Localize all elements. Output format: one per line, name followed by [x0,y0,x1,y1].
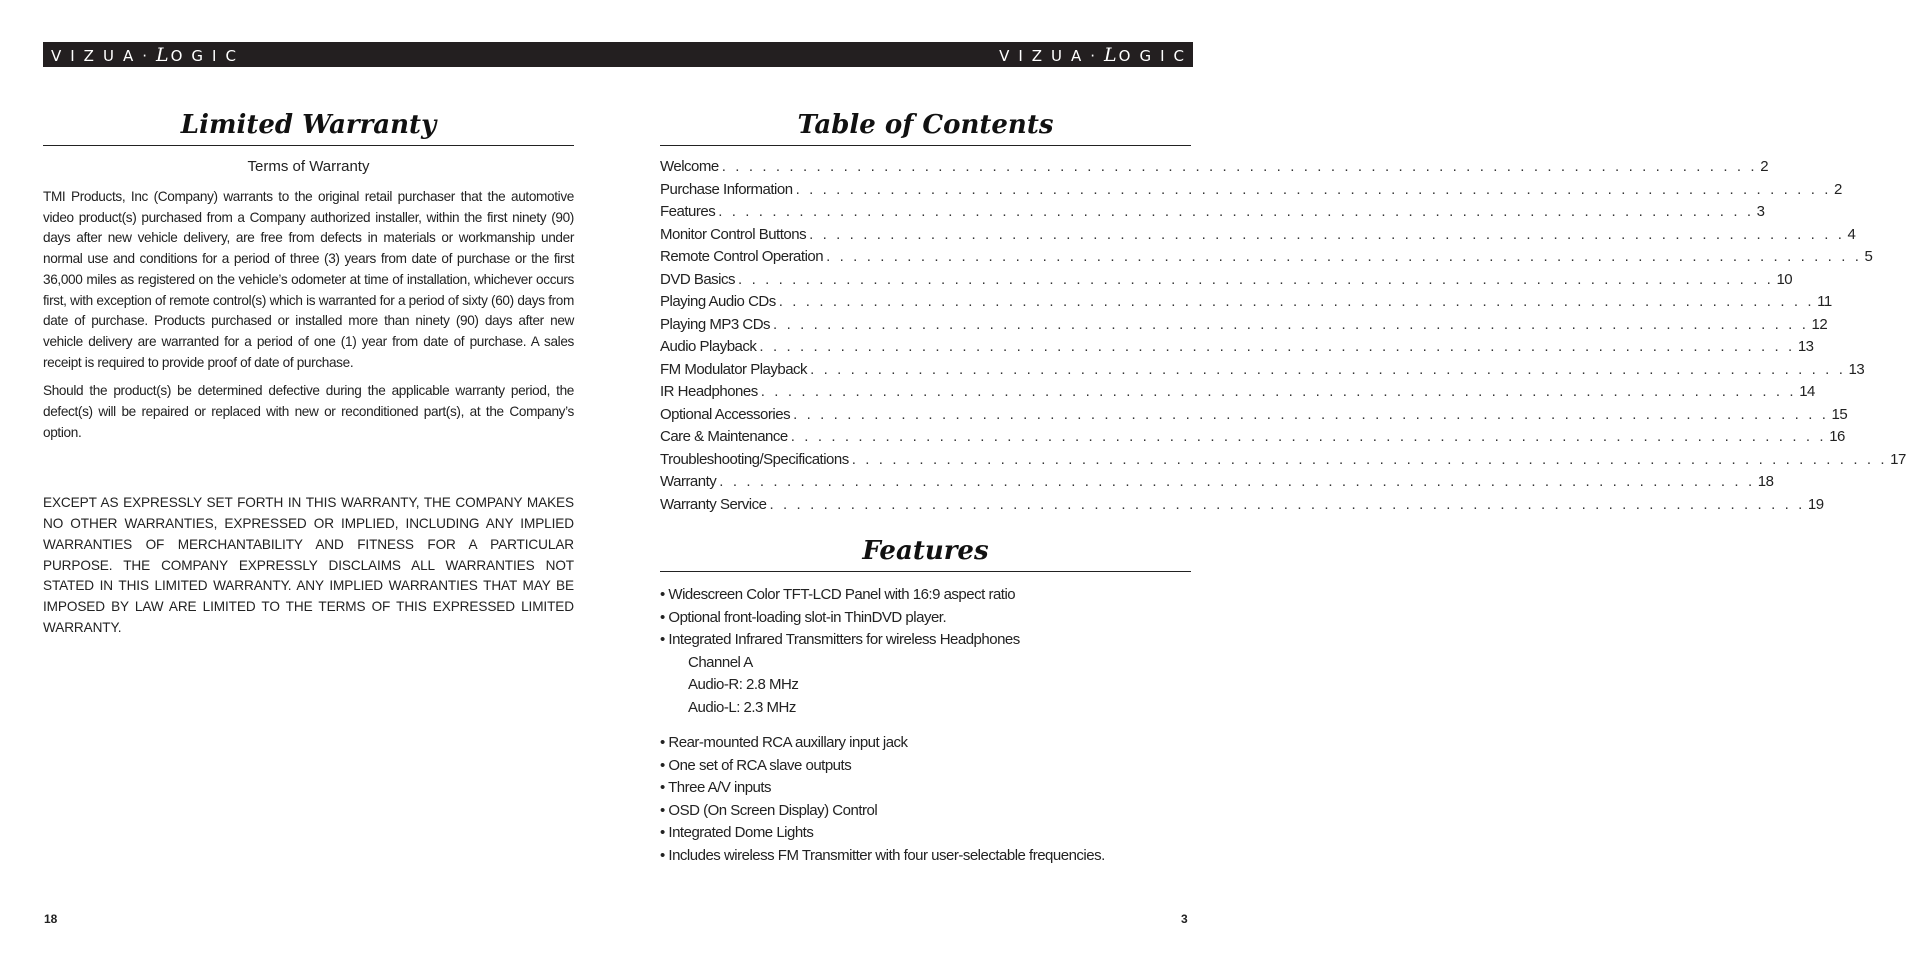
right-page [660,106,1906,867]
toc-leader-dots: . . . . . . . . . . . . . . . . . . . . . . . . . . . . . . . . . . . . . . . . . . . . . . . . . . . . . . . . . . . . . . . . . . . . . . . . . . . . . [759,338,1795,355]
toc-entry-label: Optional Accessories [660,405,791,423]
toc-leader-dots: . . . . . . . . . . . . . . . . . . . . . . . . . . . . . . . . . . . . . . . . . . . . . . . . . . . . . . . . . . . . . . . . . . . . . . . . . . . . . [790,428,1827,445]
toc-entry-page: 5 [1864,248,1873,265]
toc-entry [660,495,1824,519]
toc-entry-label: Audio Playback [660,338,757,355]
left-page [43,106,574,646]
toc-entry [660,203,1765,226]
toc-leader-dots: . . . . . . . . . . . . . . . . . . . . . . . . . . . . . . . . . . . . . . . . . . . . . . . . . . . . . . . . . . . . . . . . . . . . . . . . . . . . . [810,360,1846,378]
toc-entry-label: Playing MP3 CDs [660,315,771,333]
toc-entry-page: 13 [1797,338,1814,355]
toc-entry-label: Warranty Service [660,495,767,513]
toc-entry [660,180,1842,204]
features-title: Features [862,536,989,566]
toc-entry-label: Features [660,203,716,220]
toc-entry [660,225,1856,249]
toc-entry-page: 2 [1834,180,1842,198]
toc-entry-page: 16 [1829,428,1845,445]
toc-entry [660,360,1865,384]
toc-entry [660,270,1793,294]
toc-entry-label: Welcome [660,158,719,175]
toc-entry [660,315,1828,339]
toc-entry [660,248,1873,271]
toc-entry [660,405,1848,429]
brand-logo-dot: · [1090,47,1105,65]
toc-title: Table of Contents [797,110,1054,140]
feature-item: • OSD (On Screen Display) Control [660,801,878,819]
warranty-title: Limited Warranty [180,110,437,140]
feature-subitem: Audio-L: 2.3 MHz [688,698,796,716]
brand-logo-l: L [155,44,171,66]
feature-item: • Includes wireless FM Transmitter with four user-selectable frequencies. [660,846,1105,864]
toc-leader-dots: . . . . . . . . . . . . . . . . . . . . . . . . . . . . . . . . . . . . . . . . . . . . . . . . . . . . . . . . . . . . . . . . . . . . . . . . . . . . . [721,158,1758,175]
warranty-paragraph-1: TMI Products, Inc (Company) warrants to the original retail purchaser that the automotive video product(s) purchased from a Company authorized installer, within the first ninety (90) days after new vehicle delivery, are free from defects in materials or workmanship under normal use and conditions for a period of three (3) years from date of purchase or the first 36,000 miles as registered on the vehicle’s odometer at time of installation, whichever occurs first, with exception of remote control(s) which is warranted for a period of sixty (60) days from date of purchase. Products purchased or installed more than ninety (90) days after new vehicle delivery are warranted for a period of one (1) year from date of purchase. A sales receipt is required to provide proof of date of purchase. [43,189,574,370]
toc-leader-dots: . . . . . . . . . . . . . . . . . . . . . . . . . . . . . . . . . . . . . . . . . . . . . . . . . . . . . . . . . . . . . . . . . . . . . . . . . . . . . [718,203,1754,220]
toc-leader-dots: . . . . . . . . . . . . . . . . . . . . . . . . . . . . . . . . . . . . . . . . . . . . . . . . . . . . . . . . . . . . . . . . . . . . . . . . . . . . . [738,270,1774,288]
page-number-right: 3 [1181,912,1188,926]
toc-entry-label: Troubleshooting/Specifications [660,450,849,468]
feature-item: • Optional front-loading slot-in ThinDVD player. [660,608,947,626]
brand-logo-pre: VIZUA [51,47,143,65]
feature-item: • Widescreen Color TFT-LCD Panel with 16:9 aspect ratio [660,586,1016,603]
toc-entry-label: Monitor Control Buttons [660,225,807,243]
feature-item: • One set of RCA slave outputs [660,756,852,774]
toc-entry-page: 19 [1807,495,1824,513]
header-bar [43,42,1193,67]
toc-entry-page: 15 [1831,405,1848,423]
toc-entry-label: DVD Basics [660,270,736,288]
feature-subitem: Channel A [688,653,753,671]
brand-logo-pre: VIZUA [999,47,1091,65]
toc-entry [660,450,1906,474]
features-list [660,584,1191,867]
toc-entry [660,293,1832,316]
toc-entry-label: Remote Control Operation [660,248,824,265]
toc-leader-dots: . . . . . . . . . . . . . . . . . . . . . . . . . . . . . . . . . . . . . . . . . . . . . . . . . . . . . . . . . . . . . . . . . . . . . . . . . . . . . [851,450,1888,468]
toc-entry-page: 17 [1890,450,1906,468]
toc-entry [660,428,1845,451]
toc-entry-page: 2 [1760,158,1769,175]
brand-logo-right [999,42,1193,67]
toc-entry-label: Warranty [660,473,717,490]
toc-entry-page: 11 [1817,293,1832,310]
toc-leader-dots: . . . . . . . . . . . . . . . . . . . . . . . . . . . . . . . . . . . . . . . . . . . . . . . . . . . . . . . . . . . . . . . . . . . . . . . . . . . . . [795,180,1832,198]
toc-leader-dots: . . . . . . . . . . . . . . . . . . . . . . . . . . . . . . . . . . . . . . . . . . . . . . . . . . . . . . . . . . . . . . . . . . . . . . . . . . . . . [769,495,1805,513]
page-number-left: 18 [44,912,58,926]
feature-item: • Rear-mounted RCA auxillary input jack [660,734,908,751]
toc-entry-page: 18 [1757,473,1774,490]
table-of-contents [660,158,1906,518]
toc-leader-dots: . . . . . . . . . . . . . . . . . . . . . . . . . . . . . . . . . . . . . . . . . . . . . . . . . . . . . . . . . . . . . . . . . . . . . . . . . . . . . [809,225,1845,243]
toc-entry-page: 4 [1847,225,1856,243]
feature-item: • Integrated Infrared Transmitters for wireless Headphones [660,631,1020,648]
toc-entry-page: 13 [1848,360,1865,378]
warranty-paragraph-2: Should the product(s) be determined defective during the applicable warranty period, the defect(s) will be repaired or replaced with new or reconditioned part(s), at the Company’s option. [43,383,574,440]
toc-entry-page: 10 [1776,270,1793,288]
title-divider [43,145,574,146]
title-divider [660,145,1191,146]
title-divider [660,571,1191,572]
toc-leader-dots: . . . . . . . . . . . . . . . . . . . . . . . . . . . . . . . . . . . . . . . . . . . . . . . . . . . . . . . . . . . . . . . . . . . . . . . . . . . . . [760,383,1797,400]
toc-leader-dots: . . . . . . . . . . . . . . . . . . . . . . . . . . . . . . . . . . . . . . . . . . . . . . . . . . . . . . . . . . . . . . . . . . . . . . . . . . . . . [719,473,1755,490]
toc-entry [660,158,1769,181]
toc-entry [660,338,1814,361]
feature-item: • Integrated Dome Lights [660,824,814,841]
warranty-subtitle: Terms of Warranty [247,158,370,175]
brand-logo-l: L [1104,44,1119,66]
brand-logo-post: OGIC [1118,47,1193,65]
toc-entry-label: Playing Audio CDs [660,293,776,310]
toc-entry-page: 14 [1799,383,1815,400]
feature-subitem: Audio-R: 2.8 MHz [688,676,799,693]
brand-logo-left [51,42,245,67]
brand-logo-dot: · [142,47,156,65]
toc-entry-page: 3 [1756,203,1765,220]
toc-entry-label: IR Headphones [660,383,758,400]
toc-leader-dots: . . . . . . . . . . . . . . . . . . . . . . . . . . . . . . . . . . . . . . . . . . . . . . . . . . . . . . . . . . . . . . . . . . . . . . . . . . . . . [778,293,1815,310]
warranty-disclaimer: EXCEPT AS EXPRESSLY SET FORTH IN THIS WARRANTY, THE COMPANY MAKES NO OTHER WARRANTIES, EXPRESSED OR IMPLIED, INCLUDING ANY IMPLIED WARRANTIES OF MERCHANTABILITY AND FITNESS FOR A PARTICULAR PURPOSE. THE COMPANY EXPRESSLY DISCLAIMS ALL WARRANTIES NOT STATED IN THIS LIMITED WARRANTY. ANY IMPLIED WARRANTIES THAT MAY BE IMPOSED BY LAW ARE LIMITED TO THE TERMS OF THIS EXPRESSED LIMITED WARRANTY. [43,495,574,635]
toc-entry-label: Purchase Information [660,180,793,198]
toc-leader-dots: . . . . . . . . . . . . . . . . . . . . . . . . . . . . . . . . . . . . . . . . . . . . . . . . . . . . . . . . . . . . . . . . . . . . . . . . . . . . . [773,315,1809,333]
toc-entry-label: FM Modulator Playback [660,360,808,378]
toc-entry [660,383,1815,406]
toc-entry-page: 12 [1811,315,1828,333]
feature-item: • Three A/V inputs [660,779,772,796]
toc-entry-label: Care & Maintenance [660,428,788,445]
brand-logo-post: OGIC [170,47,245,65]
toc-leader-dots: . . . . . . . . . . . . . . . . . . . . . . . . . . . . . . . . . . . . . . . . . . . . . . . . . . . . . . . . . . . . . . . . . . . . . . . . . . . . . [793,405,1829,423]
toc-entry [660,473,1774,496]
toc-leader-dots: . . . . . . . . . . . . . . . . . . . . . . . . . . . . . . . . . . . . . . . . . . . . . . . . . . . . . . . . . . . . . . . . . . . . . . . . . . . . . [826,248,1862,265]
